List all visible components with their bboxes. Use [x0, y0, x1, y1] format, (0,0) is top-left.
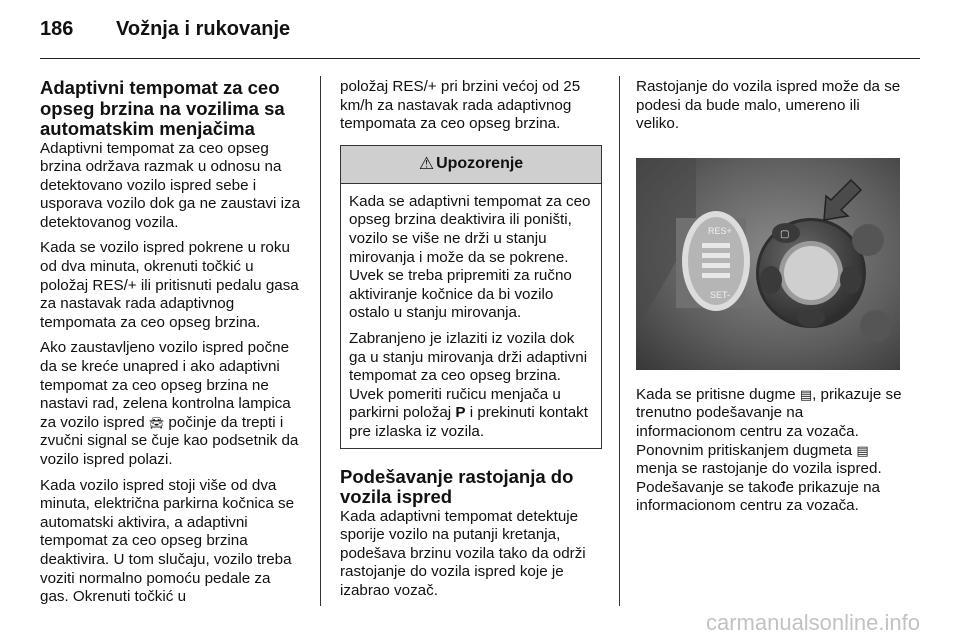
paragraph: Kada adaptivni tempomat detektuje sporije vozilo na putanji kretanja, podešava brzinu vozila tako da održi rastojanje do vozila ispred koje je izabrao vozač.	[340, 507, 586, 599]
warning-box	[340, 145, 602, 449]
section-heading-distance: Podešavanje rastojanja do vozila ispred	[340, 465, 574, 507]
warning-header	[341, 146, 601, 184]
paragraph	[636, 386, 904, 516]
paragraph-text: Ako zaustavljeno vozilo ispred počne da se kreće unapred i ako adaptivni tempomat za ceo opseg brzina ne nastavi rad, zelena kontrolna lampica za vozilo ispred	[40, 339, 291, 431]
column-1	[40, 78, 302, 614]
page-number: 186	[40, 18, 74, 40]
paragraph-text: menja se rastojanje do vozila ispred. Podešavanje se takođe prikazuje na informacionom centru za vozača.	[636, 460, 882, 515]
paragraph	[40, 339, 302, 469]
paragraph: položaj RES/+ pri brzini većoj od 25 km/h za nastavak rada adaptivnog tempomata za ceo opseg brzina.	[340, 78, 581, 133]
header-rule	[40, 58, 920, 59]
column-3	[636, 78, 904, 523]
warning-body	[341, 184, 601, 448]
paragraph: Kada vozilo ispred stoji više od dva minuta, električna parkirna kočnica se automatski aktivira, a adaptivni tempomat za ceo opseg brzina deaktivira. U tom slučaju, vozilo treba voziti normalno pomoću pedale za gas. Okrenuti točkić u	[40, 476, 295, 606]
paragraph: Adaptivni tempomat za ceo opseg brzina održava razmak u odnosu na detektovano vozilo ispred sebe i usporava vozilo dok ga ne zaustavi iza detektovanog vozila.	[40, 139, 301, 231]
page-header	[40, 18, 290, 41]
watermark: carmanualsonline.info	[705, 610, 920, 635]
warning-text: i prekinuti kontakt pre izlaska iz vozila.	[349, 404, 588, 440]
warning-paragraph: Kada se adaptivni tempomat za ceo opseg brzina deaktivira ili poništi, vozilo se više ne drži u stanju mirovanja i može da se pokrene. Uvek se treba pripremiti za ručno aktiviranje kočnice da bi vozilo ostalo u stanju mirovanja.	[349, 192, 591, 322]
paragraph-text: Kada se pritisne dugme	[636, 385, 796, 403]
paragraph: Kada se vozilo ispred pokrene u roku od dva minuta, okrenuti točkić u položaj RES/+ ili pritisnuti pedalu gasa za nastavak rada adaptivnog tempomata za ceo opseg brzina.	[40, 239, 299, 331]
paragraph-text: počinje da trepti i zvučni signal se čuje kao podsetnik da vozilo ispred polazi.	[40, 413, 299, 468]
warning-text: Zabranjeno je izlaziti iz vozila dok ga u stanju mirovanja drži adaptivni tempomat za ceo opseg brzina. Uvek pomeriti ručicu menjača u parkirni položaj	[349, 329, 588, 422]
vehicle-ahead-icon: 🚘︎	[148, 415, 165, 430]
steering-wheel-controls-photo	[636, 158, 900, 370]
svg-text:▢: ▢	[780, 228, 790, 240]
park-position-label: P	[455, 404, 466, 422]
warning-paragraph	[349, 330, 594, 442]
chapter-title: Vožnja i rukovanje	[116, 18, 291, 40]
distance-button-icon: ▤	[856, 442, 869, 458]
distance-button-icon: ▤	[799, 386, 813, 402]
column-divider-2	[619, 76, 620, 606]
set-label: SET-	[710, 289, 731, 300]
paragraph-text: , prikazuje se trenutno podešavanje na informacionom centru za vozača. Ponovnim pritiskanjem dugmeta	[636, 385, 902, 459]
section-heading-adaptive-cruise: Adaptivni tempomat za ceo opseg brzina na vozilima sa automatskim menjačima	[40, 77, 285, 139]
warning-title: Upozorenje	[436, 154, 524, 172]
warning-icon: ⚠	[418, 153, 435, 173]
column-divider-1	[320, 76, 321, 606]
res-label: RES+	[708, 225, 732, 236]
column-2	[340, 78, 602, 607]
paragraph: Rastojanje do vozila ispred može da se podesi da bude malo, umereno ili veliko.	[636, 78, 901, 133]
